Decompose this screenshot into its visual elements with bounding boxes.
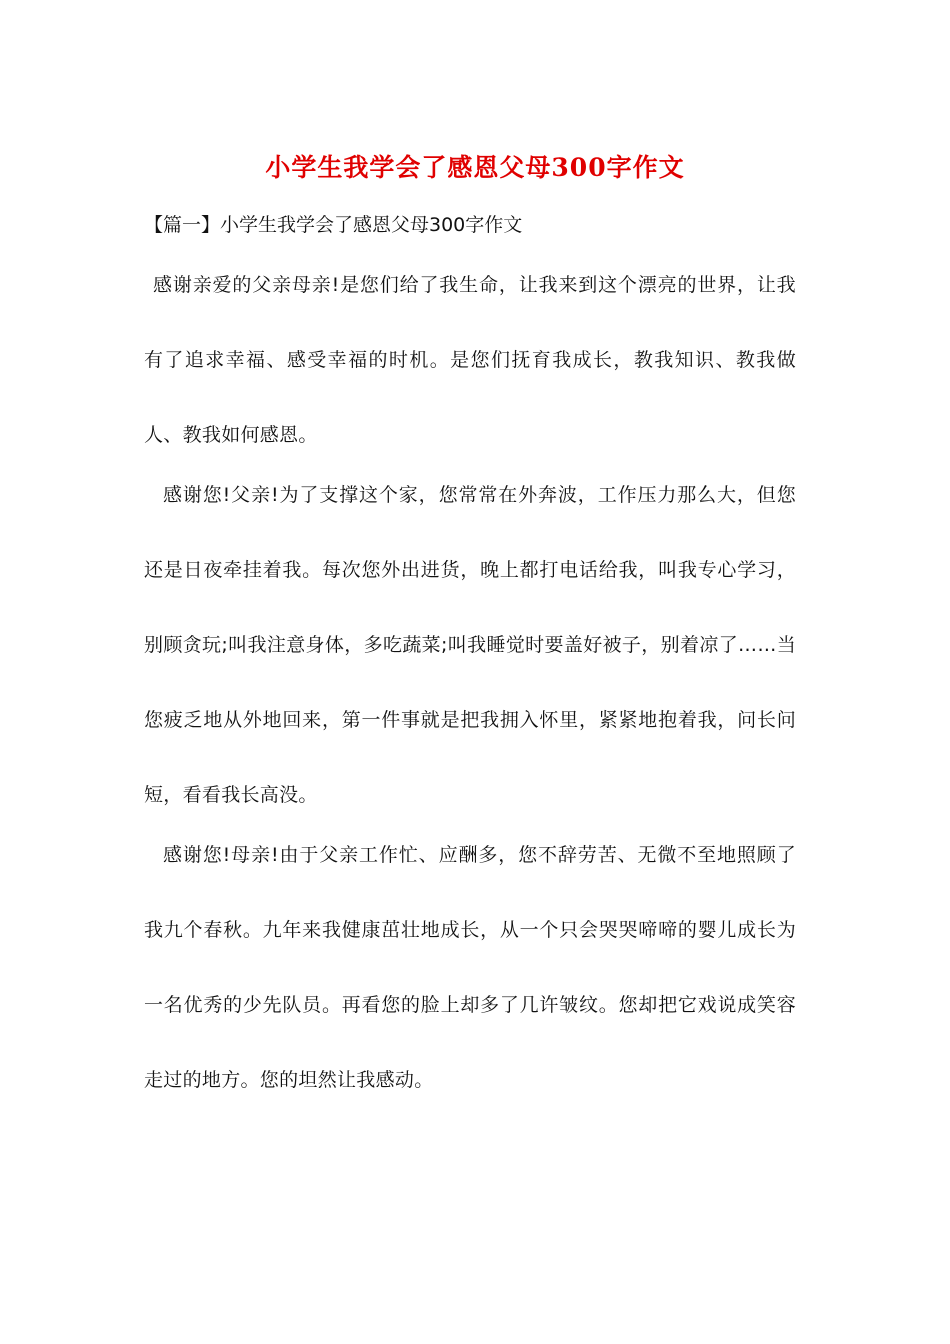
paragraph-3: 感谢您!母亲!由于父亲工作忙、应酬多，您不辞劳苦、无微不至地照顾了我九个春秋。九年来我健康茁壮地成长，从一个只会哭哭啼啼的婴儿成长为一名优秀的少先队员。再看您的脸上却多了几许皱纹。您却把它戏说成笑容走过的地方。您的坦然让我感动。 [144, 844, 796, 1091]
paragraph-1: 感谢亲爱的父亲母亲!是您们给了我生命，让我来到这个漂亮的世界，让我有了追求幸福、感受幸福的时机。是您们抚育我成长，教我知识、教我做人、教我如何感恩。 [144, 274, 796, 446]
paragraph-2: 感谢您!父亲!为了支撑这个家，您常常在外奔波，工作压力那么大，但您还是日夜牵挂着我。每次您外出进货，晚上都打电话给我，叫我专心学习，别顾贪玩;叫我注意身体，多吃蔬菜;叫我睡觉时要盖好被子，别着凉了……当您疲乏地从外地回来，第一件事就是把我拥入怀里，紧紧地抱着我，问长问短，看看我长高没。 [144, 484, 796, 806]
section-heading: 【篇一】小学生我学会了感恩父母300字作文 [144, 214, 523, 236]
document-title: 小学生我学会了感恩父母300字作文 [265, 153, 685, 182]
